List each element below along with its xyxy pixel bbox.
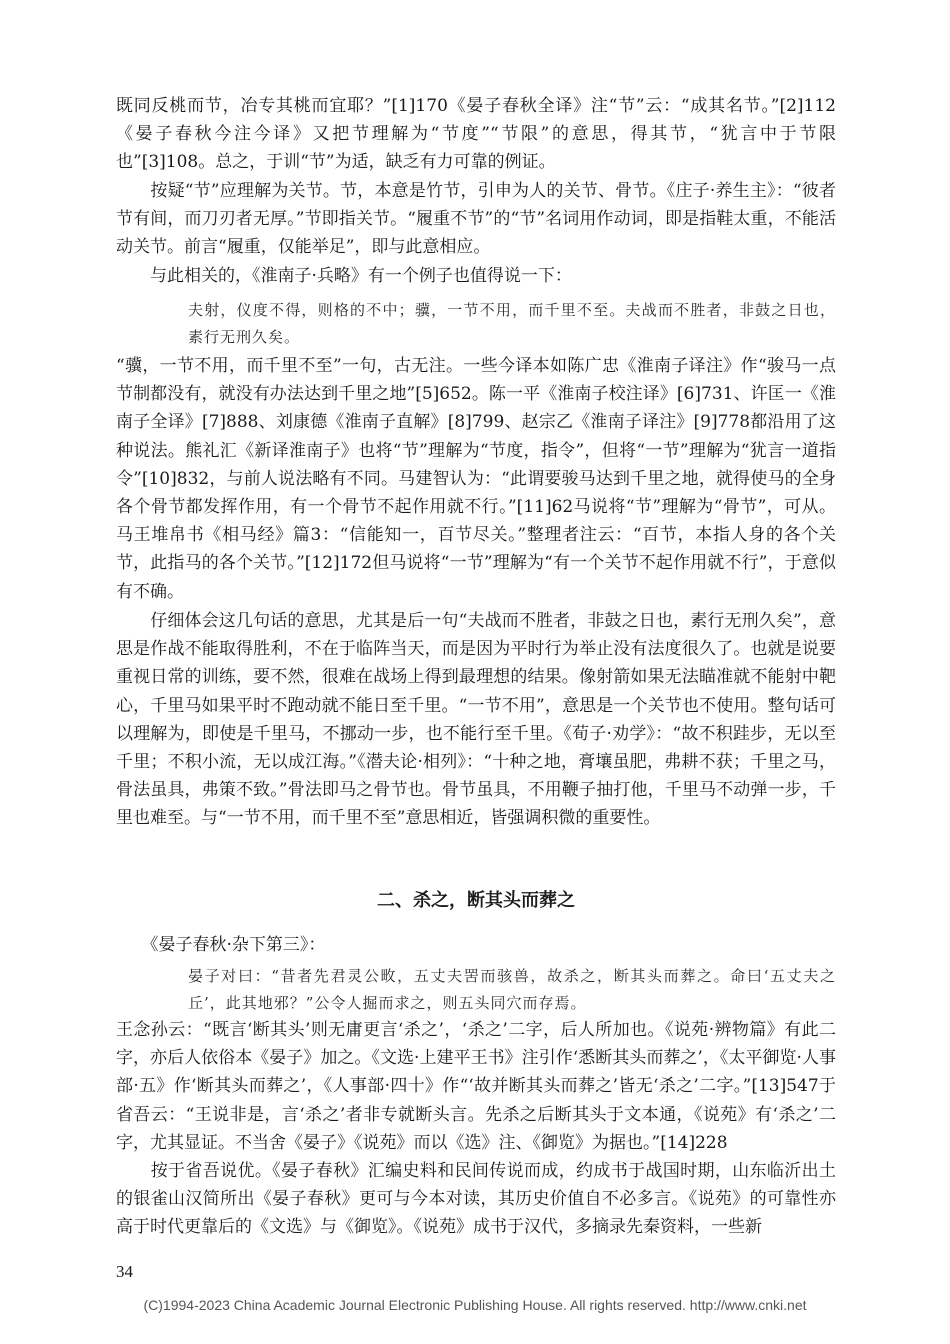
paragraph-ji-yijie-commentary: “骥，一节不用，而千里不至”一句，古无注。一些今译本如陈广忠《淮南子译注》作“骏马一点节制都没有，就没有办法达到千里之地”[5]652。陈一平《淮南子校注译》[6]731、许匡一《淮南子全译》[7]888、刘康德《淮南子直解》[8]799、赵宗乙《淮南子译注》[9]778都沿用了这种说法。熊礼汇《新译淮南子》也将“节”理解为“节度，指令”，但将“一节”理解为“犹言一道指令”[10]832，与前人说法略有不同。马建智认为：“此谓要骏马达到千里之地，就得使马的全身各个骨节都发挥作用，有一个骨节不起作用就不行。”[11]62马说将“节”理解为“骨节”，可从。马王堆帛书《相马经》篇3：“信能知一，百节尽关。”整理者注云：“百节，本指人身的各个关节，此指马的各个关节。”[12]172但马说将“一节”理解为“有一个关节不起作用就不行”，于意似有不确。 <box>116 356 836 602</box>
copyright-footer: (C)1994-2023 China Academic Journal Electronic Publishing House. All rights reserved. http://www.cnki.net <box>143 1297 807 1313</box>
page-number: 34 <box>116 1262 133 1281</box>
block-quote-yanzi: 晏子对曰：“昔者先君灵公畋，五丈夫罟而骇兽，故杀之，断其头而葬之。命曰‘五丈夫之丘’，此其地邪？”公令人掘而求之，则五头同穴而存焉。 <box>188 967 836 1012</box>
paragraph-yanzi-source: 《晏子春秋·杂下第三》： <box>116 935 326 955</box>
paragraph-analysis: 仔细体会这几句话的意思，尤其是后一句“夫战而不胜者，非鼓之日也，素行无刑久矣”，意思是作战不能取得胜利，不在于临阵当天，而是因为平时行为举止没有法度很久了。也就是说要重视日常的训练，要不然，很难在战场上得到最理想的结果。像射箭如果无法瞄准就不能射中靶心，千里马如果平时不跑动就不能日至千里。“一节不用”，意思是一个关节也不使用。整句话可以理解为，即使是千里马，不挪动一步，也不能行至千里。《荀子·劝学》：“故不积跬步，无以至千里；不积小流，无以成江海。”《潜夫论·相列》：“十种之地，膏壤虽肥，弗耕不获；千里之马，骨法虽具，弗策不致。”骨法即马之骨节也。骨节虽具，不用鞭子抽打他，千里马不动弹一步，千里也难至。与“一节不用，而千里不至”意思相近，皆强调积微的重要性。 <box>116 611 836 829</box>
section-heading: 二、杀之，断其头而葬之 <box>377 890 575 911</box>
paragraph-jie-as-joint: 按疑“节”应理解为关节。节，本意是竹节，引申为人的关节、骨节。《庄子·养生主》：“彼者节有间，而刀刃者无厚。”节即指关节。“履重不节”的“节”名词用作动词，即是指鞋太重，不能活动关节。前言“履重，仅能举足”，即与此意相应。 <box>116 181 836 258</box>
paragraph-jieshi-continued: 既同反桃而节，冶专其桃而宜耶？”[1]170《晏子春秋全译》注“节”云：“成其名节。”[2]112《晏子春秋今注今译》又把节理解为“节度”“节限”的意思，得其节，“犹言中于节限也”[3]108。总之，于训“节”为适，缺乏有力可靠的例证。 <box>116 96 836 173</box>
paragraph-wang-niansun: 王念孙云：“既言‘断其头’则无庸更言‘杀之’，‘杀之’二字，后人所加也。《说苑·辨物篇》有此二字，亦后人依俗本《晏子》加之。《文选·上建平王书》注引作‘悉断其头而葬之’，《太平御览·人事部·五》作‘断其头而葬之’，《人事部·四十》作“‘故并断其头而葬之’皆无‘杀之’二字。”[13]547于省吾云：“王说非是，言‘杀之’者非专就断头言。先杀之后断其头于文本通，《说苑》有‘杀之’二字，尤其显证。不当舍《晏子》《说苑》而以《选》注、《御览》为据也。”[14]228 <box>116 1020 836 1153</box>
paragraph-huainanzi-intro: 与此相关的，《淮南子·兵略》有一个例子也值得说一下： <box>116 266 572 286</box>
block-quote-huainanzi: 夫射，仪度不得，则格的不中；骥，一节不用，而千里不至。夫战而不胜者，非鼓之日也，素行无刑久矣。 <box>188 301 836 346</box>
paragraph-yu-xingwu: 按于省吾说优。《晏子春秋》汇编史料和民间传说而成，约成书于战国时期，山东临沂出土的银雀山汉简所出《晏子春秋》更可与今本对读，其历史价值自不必多言。《说苑》的可靠性亦高于时代更靠后的《文选》与《御览》。《说苑》成书于汉代，多摘录先秦资料，一些新 <box>116 1161 836 1238</box>
